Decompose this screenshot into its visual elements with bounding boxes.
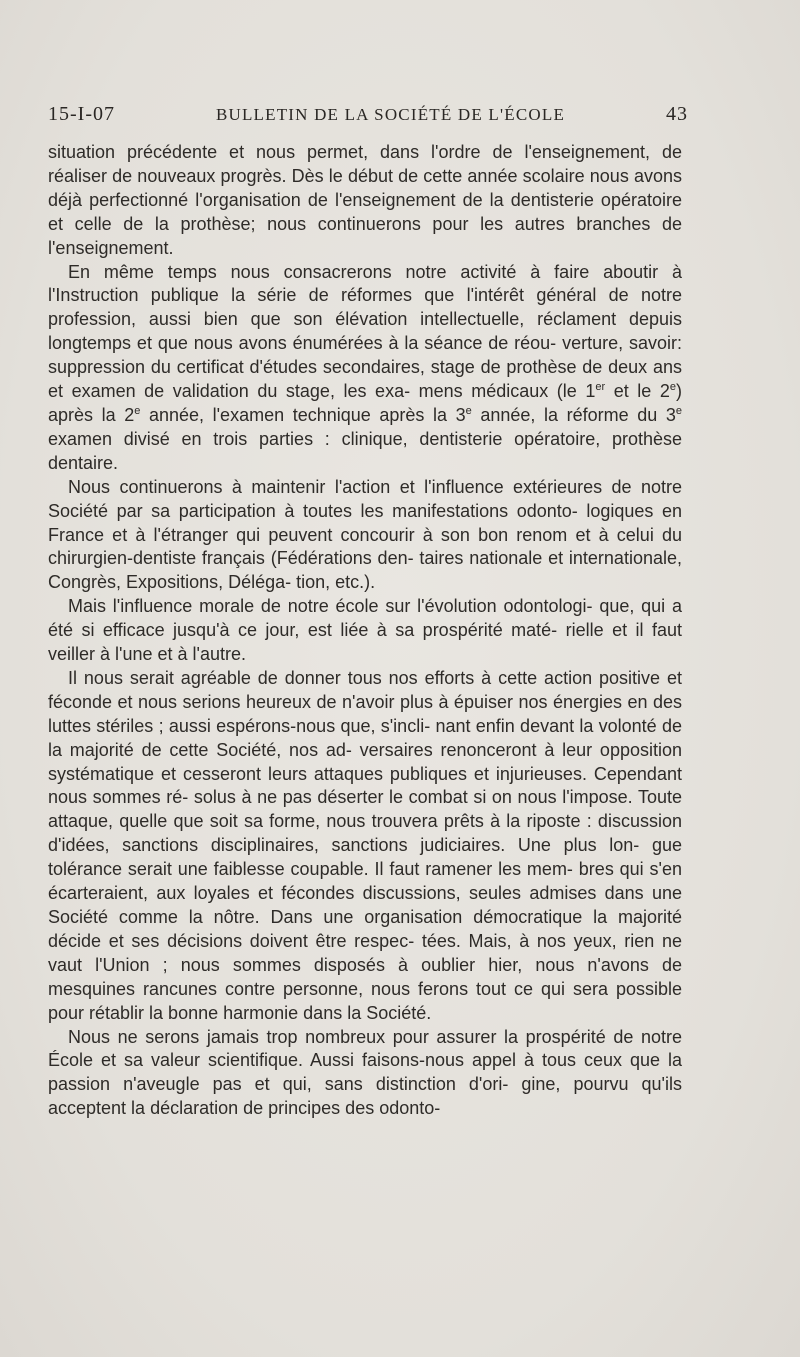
bulletin-title: BULLETIN DE LA SOCIÉTÉ DE L'ÉCOLE (215, 105, 566, 124)
text-line: notre profession, aussi bien que son élévation intellectuelle, réclament (48, 285, 682, 330)
page-number: 43 (665, 103, 688, 125)
text-line: l'Instruction publique la série de réformes que l'intérêt général de (48, 285, 629, 306)
text-line: En même temps nous consacrerons notre activité à faire aboutir à (68, 261, 682, 282)
text-line: gine, pourvu qu'ils acceptent la déclaration de principes des odonto- (48, 1074, 682, 1119)
text-line: nous avons déjà perfectionné l'organisation de l'enseignement de la (48, 165, 682, 210)
text-line: à oublier hier, nous n'avons de mesquines rancunes contre personne, (48, 954, 682, 999)
text-line: versaires renonceront à leur opposition systématique et cesseront (48, 739, 682, 784)
text-line: renom et à celui du chirurgien-dentiste français (Fédérations den- (48, 524, 682, 569)
text-line: Nous continuerons à maintenir l'action et l'influence extérieures de (68, 476, 632, 497)
text-line: logiques en France et à l'étranger qui peuvent concourir à son bon (48, 500, 682, 545)
text-line: tion, etc.). (296, 572, 376, 593)
body-text (48, 141, 682, 1121)
text-line: tées. Mais, à nos yeux, rien ne vaut l'Union ; nous sommes disposés (48, 930, 682, 975)
text-line: admises dans une Société comme la nôtre. Dans une organisation (48, 883, 682, 927)
text-line: de notre École et sa valeur scientifique. Aussi faisons-nous appel à (48, 1026, 682, 1071)
text-line: rielle et il faut veiller à l'une et à l'autre. (48, 620, 682, 665)
text-line: de réaliser de nouveaux progrès. Dès le début de cette année scolaire (48, 142, 682, 186)
text-line: nous ferons tout ce qui sera possible pour rétablir la bonne harmonie (48, 978, 682, 1023)
paragraph (48, 595, 682, 667)
text-line: gue tolérance serait une faiblesse coupable. Il faut ramener les mem- (48, 835, 682, 880)
issue-date: 15-I-07 (48, 103, 115, 125)
text-line: dentisterie opératoire et celle de la prothèse; nous continuerons pour (48, 189, 682, 234)
text-line: nant enfin devant la volonté de la majorité de cette Société, nos ad- (48, 715, 682, 760)
text-line: quelle que soit sa forme, nous trouvera prêts à la riposte : discussion (119, 811, 682, 832)
text-line: tous ceux que la passion n'aveugle pas et qui, sans distinction d'ori- (48, 1050, 682, 1095)
paragraph (48, 261, 682, 476)
paragraph (48, 1026, 682, 1122)
text-line: positive et féconde et nous serions heureux de n'avoir plus à épuiser (48, 667, 682, 712)
text-line: après la 3e année, la réforme du 3e examen divisé en trois parties : (48, 404, 682, 449)
text-line: clinique, dentisterie opératoire, prothèse dentaire. (48, 428, 682, 473)
paragraph (48, 667, 682, 1026)
text-line: situation précédente et nous permet, dans l'ordre de l'enseignement, (48, 142, 650, 162)
text-line: mens médicaux (le 1er et le 2e) après la 2e année, l'examen technique (48, 381, 682, 425)
text-line: leurs attaques publiques et injurieuses. Cependant nous sommes ré- (48, 763, 682, 808)
text-line: Il nous serait agréable de donner tous nos efforts à cette action (68, 667, 593, 688)
text-line: notre Société par sa participation à toutes les manifestations odonto- (48, 476, 682, 521)
text-line: verture, savoir: suppression du certificat d'études secondaires, stage (48, 333, 682, 378)
text-line: que, qui a été si efficace jusqu'à ce jour, est liée à sa prospérité maté- (48, 596, 682, 641)
text-line: depuis longtemps et que nous avons énumérées à la séance de réou- (48, 309, 682, 354)
text-line: d'idées, sanctions disciplinaires, sanctions judiciaires. Une plus lon- (48, 835, 640, 856)
text-line: dans la Société. (303, 1002, 432, 1023)
paragraph (48, 141, 682, 261)
text-line: nos énergies en des luttes stériles ; aussi espérons-nous que, s'incli- (48, 691, 682, 736)
text-line: démocratique la majorité décide et ses décisions doivent être respec- (48, 907, 682, 951)
text-line: solus à ne pas déserter le combat si on nous l'impose. Toute attaque, (48, 787, 682, 832)
text-line: taires nationale et internationale, Congrès, Expositions, Déléga- (48, 548, 682, 593)
text-line: de prothèse de deux ans et examen de validation du stage, les exa- (48, 357, 682, 402)
paragraph (48, 476, 682, 596)
text-line: les autres branches de l'enseignement. (48, 213, 682, 258)
text-line: bres qui s'en écarteraient, aux loyales et fécondes discussions, seules (48, 859, 682, 904)
running-header (48, 103, 688, 126)
text-line: Nous ne serons jamais trop nombreux pour assurer la prospérité (68, 1026, 606, 1047)
text-line: Mais l'influence morale de notre école sur l'évolution odontologi- (68, 596, 593, 617)
